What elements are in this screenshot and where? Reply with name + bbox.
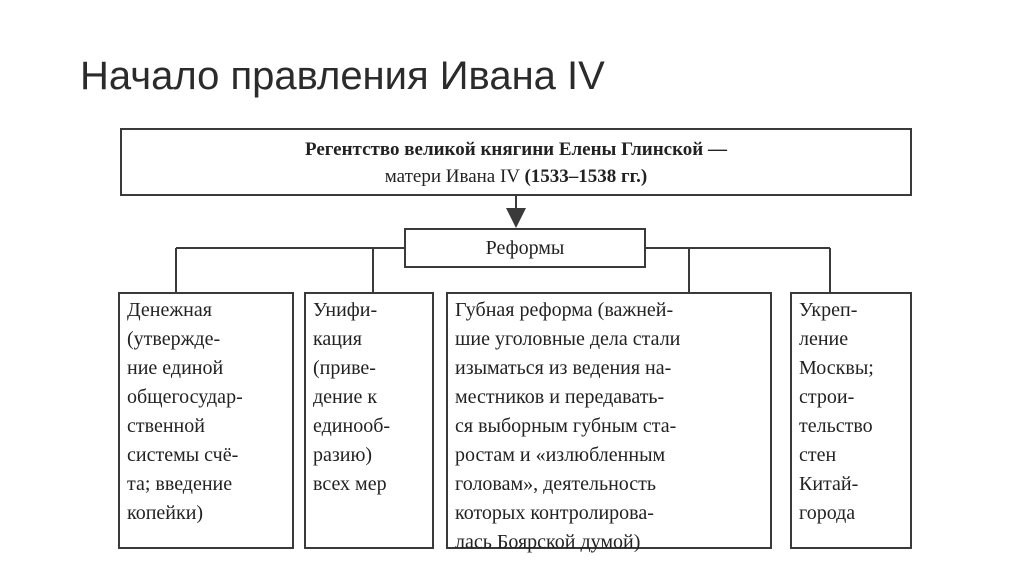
- reform-text-line: всех мер: [313, 473, 387, 495]
- reform-text-line: та; введение: [127, 473, 233, 495]
- reform-text-line: Денежная: [127, 299, 212, 321]
- reform-text-line: города: [799, 502, 856, 524]
- reform-text-line: стен: [799, 444, 837, 466]
- reform-text-line: местников и передавать-: [455, 386, 665, 408]
- reform-text-line: системы счё-: [127, 444, 239, 466]
- reform-text-line: ние единой: [127, 357, 224, 379]
- slide-title: Начало правления Ивана IV: [80, 54, 605, 98]
- reform-text-line: строи-: [799, 386, 855, 408]
- reform-text-line: головам», деятельность: [455, 473, 657, 495]
- reform-box-unification: [304, 292, 434, 549]
- reform-box-moscow: [790, 292, 912, 549]
- reform-text-line: Москвы;: [799, 357, 874, 379]
- reforms-box: [404, 228, 646, 268]
- reform-text-line: которых контролирова-: [455, 502, 654, 524]
- regency-box: [120, 128, 912, 196]
- reform-text-line: Унифи-: [313, 299, 378, 321]
- reform-box-gubnaya: [446, 292, 772, 553]
- reform-text-line: дение к: [313, 386, 378, 408]
- reform-text-line: единооб-: [313, 415, 391, 437]
- reform-text-line: лась Боярской думой): [455, 531, 641, 553]
- reform-text-line: общегосудар-: [127, 386, 243, 408]
- reform-text-line: (утвержде-: [127, 328, 221, 350]
- reform-text-line: копейки): [127, 502, 204, 524]
- reform-text-line: ление: [799, 328, 849, 350]
- reform-text-line: разию): [313, 444, 373, 466]
- reform-text-line: ся выборным губным ста-: [455, 415, 677, 437]
- reform-text-line: (приве-: [313, 357, 376, 379]
- reform-box-monetary: [118, 292, 294, 549]
- reform-text-line: шие уголовные дела стали: [455, 328, 681, 350]
- reform-text-line: ростам и «излюбленным: [455, 444, 666, 466]
- reform-text-line: кация: [313, 328, 362, 350]
- regency-line-2-prefix: матери Ивана IV: [384, 166, 525, 187]
- regency-line-2-dates: (1533–1538 гг.): [524, 166, 648, 187]
- reform-text-line: изыматься из ведения на-: [455, 357, 672, 379]
- reforms-label: Реформы: [485, 237, 565, 259]
- reform-text-line: Китай-: [799, 473, 859, 495]
- reform-text-line: Укреп-: [799, 299, 858, 321]
- reform-text-line: ственной: [127, 415, 205, 437]
- reform-text-line: тельство: [799, 415, 873, 437]
- reform-text-line: Губная реформа (важней-: [455, 299, 674, 321]
- regency-line-1: Регентство великой княгини Елены Глинской —: [305, 139, 727, 160]
